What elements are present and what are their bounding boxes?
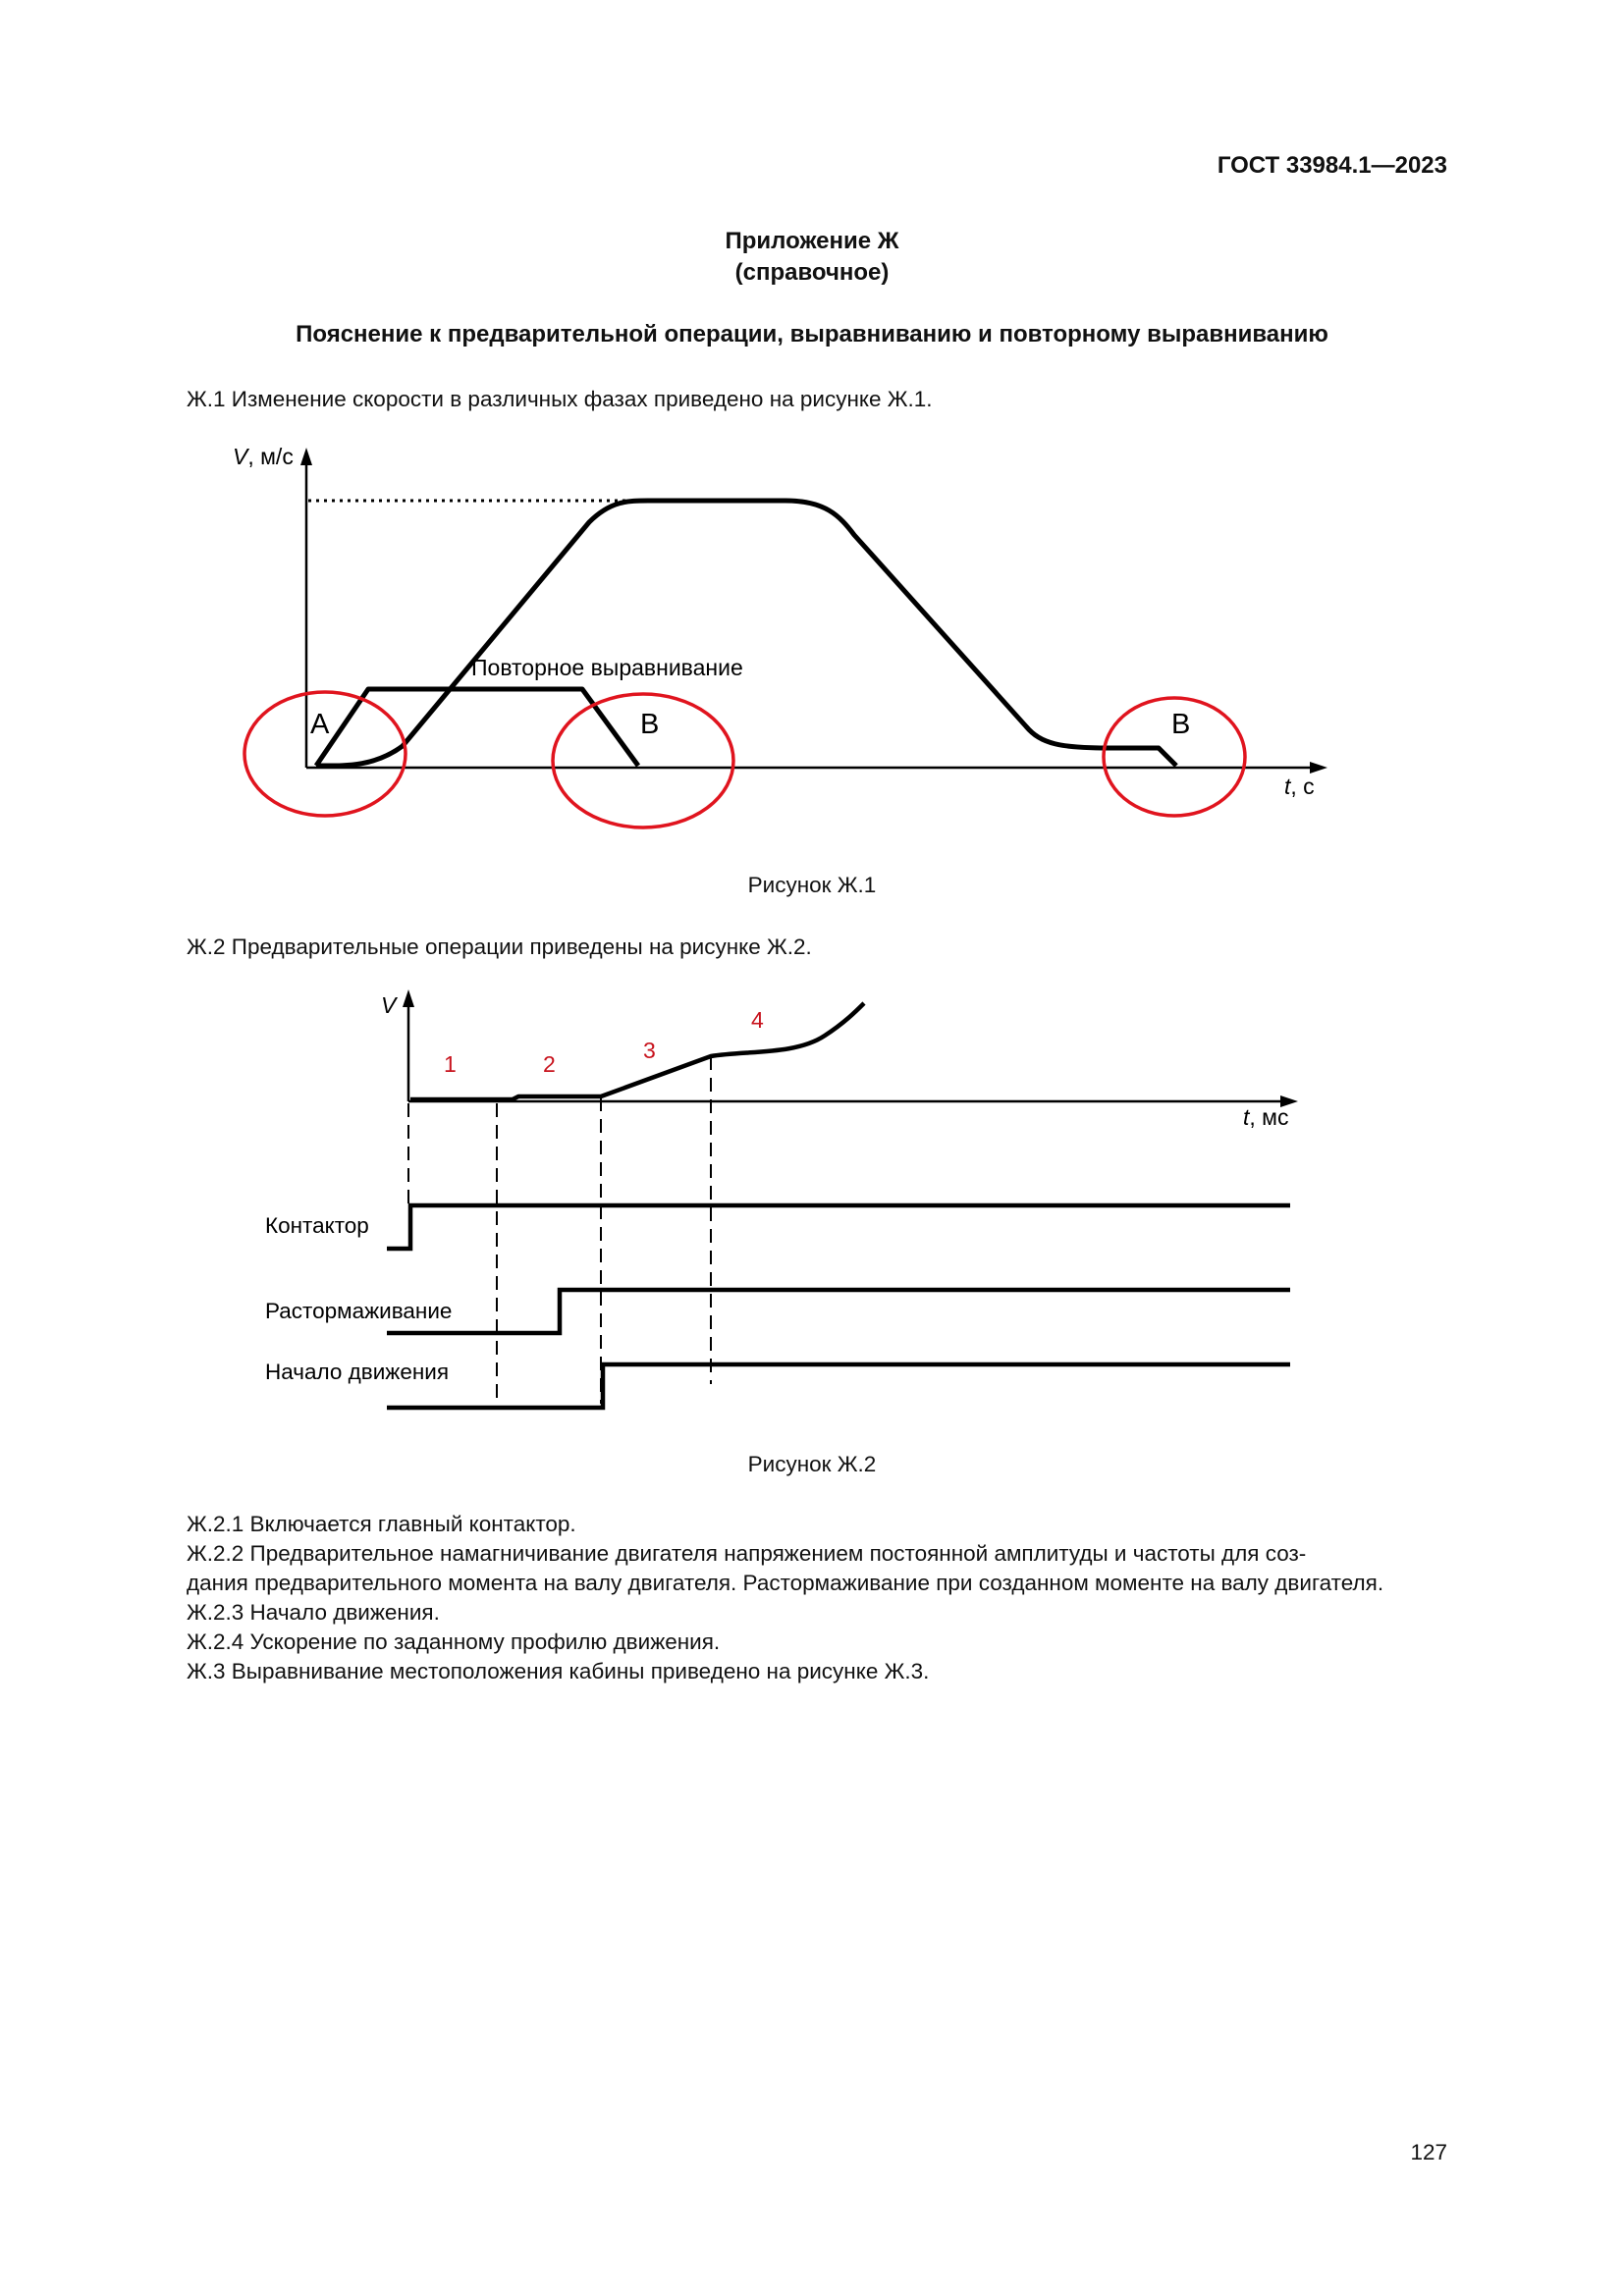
fig2-signal-motion-start [387, 1364, 1290, 1408]
fig1-x-label: t, с [1284, 774, 1315, 799]
appendix-title: Приложение Ж [725, 228, 899, 254]
appendix-subtitle: (справочное) [734, 259, 890, 286]
fig1-y-arrow [300, 448, 312, 465]
paragraph-zh22-line2: дания предварительного момента на валу двигателя. Растормаживание при созданном моменте на валу двигателя. [187, 1571, 1384, 1595]
paragraph-zh3: Ж.3 Выравнивание местоположения кабины приведено на рисунке Ж.3. [187, 1659, 930, 1683]
fig2-x-label: t, мс [1243, 1104, 1289, 1130]
fig1-y-label: V, м/с [233, 444, 294, 469]
fig2-y-label: V [381, 992, 397, 1018]
fig1-relevel-label: Повторное выравнивание [471, 655, 743, 680]
fig2-phase-label-4: 4 [751, 1007, 764, 1033]
paragraph-zh21: Ж.2.1 Включается главный контактор. [187, 1512, 576, 1536]
page-number: 127 [1410, 2140, 1447, 2164]
paragraph-zh1: Ж.1 Изменение скорости в различных фазах приведено на рисунке Ж.1. [187, 387, 933, 411]
fig2-label-motion-start: Начало движения [265, 1360, 450, 1384]
fig2-speed-profile [410, 1003, 864, 1099]
fig1-main-speed-curve [316, 501, 1176, 766]
paragraph-zh23: Ж.2.3 Начало движения. [187, 1600, 440, 1625]
fig2-signal-brake-release [387, 1290, 1290, 1333]
paragraph-zh22-line1: Ж.2.2 Предварительное намагничивание двигателя напряжением постоянной амплитуды и частоты для соз- [187, 1541, 1307, 1566]
figure-zh2-caption: Рисунок Ж.2 [747, 1452, 877, 1476]
paragraph-zh24: Ж.2.4 Ускорение по заданному профилю движения. [187, 1629, 721, 1654]
paragraph-zh2: Ж.2 Предварительные операции приведены на рисунке Ж.2. [187, 934, 812, 959]
figure-zh1-caption: Рисунок Ж.1 [747, 873, 877, 897]
fig2-label-contactor: Контактор [265, 1213, 369, 1238]
fig2-phase-label-1: 1 [444, 1051, 457, 1077]
fig2-y-arrow [403, 989, 414, 1007]
fig2-signal-contactor [387, 1205, 1290, 1249]
standard-number: ГОСТ 33984.1—2023 [1217, 152, 1447, 179]
figure-zh2 [0, 972, 1624, 1433]
fig2-phase-label-3: 3 [643, 1038, 656, 1063]
fig1-marker-b1: В [640, 709, 660, 740]
fig2-label-brake-release: Растормаживание [265, 1299, 453, 1323]
fig2-phase-label-2: 2 [543, 1051, 556, 1077]
fig1-marker-a: А [310, 709, 330, 740]
appendix-heading: Пояснение к предварительной операции, выравниванию и повторному выравниванию [296, 321, 1328, 347]
figure-zh1 [0, 432, 1624, 864]
fig1-x-arrow [1310, 762, 1327, 774]
fig1-marker-b2: В [1171, 709, 1191, 740]
